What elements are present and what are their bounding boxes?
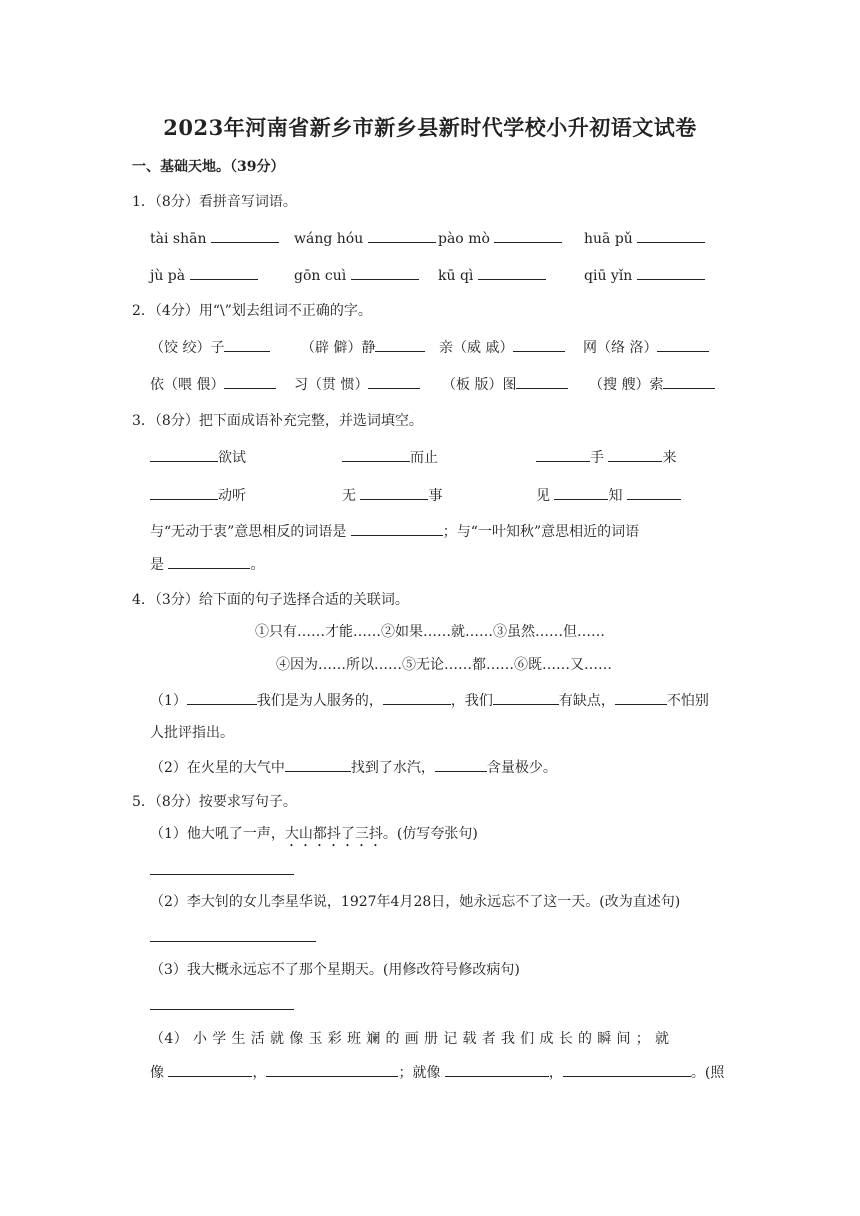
answer-blank[interactable] (351, 521, 443, 536)
answer-line[interactable] (150, 941, 316, 942)
word-choice-item: （辟 僻）静 (301, 337, 425, 358)
answer-blank[interactable] (168, 554, 250, 569)
answer-blank[interactable] (493, 690, 559, 705)
pinyin-item: jù pà (150, 265, 258, 286)
answer-blank[interactable] (224, 337, 270, 352)
answer-blank[interactable] (351, 265, 419, 280)
idiom-item: 欲试 (150, 447, 246, 468)
answer-blank[interactable] (563, 1062, 691, 1077)
answer-blank[interactable] (190, 265, 258, 280)
answer-blank[interactable] (478, 265, 546, 280)
answer-blank[interactable] (360, 485, 428, 500)
answer-blank[interactable] (608, 447, 662, 462)
answer-blank[interactable] (168, 1062, 252, 1077)
idiom-item: 见 知 (536, 485, 681, 506)
word-choice-item: 习（贯 惯） (294, 374, 420, 395)
conjunction-options: ①只有……才能……②如果……就……③虽然……但…… (255, 624, 605, 640)
question-1-stem: 1．（8分）看拼音写词语。 (132, 194, 297, 210)
pinyin-item: pào mò (438, 228, 562, 249)
pinyin-item: kū qì (438, 265, 546, 286)
answer-blank[interactable] (513, 337, 565, 352)
rewrite-prompt: （2）李大钊的女儿李星华说，1927年4月28日，她永远忘不了这一天。(改为直述句) (150, 894, 681, 910)
word-choice-item: 依（喂 偎） (150, 374, 276, 395)
answer-blank[interactable] (494, 228, 562, 243)
answer-blank[interactable] (285, 757, 351, 772)
answer-blank[interactable] (536, 447, 590, 462)
answer-line[interactable] (150, 874, 294, 875)
rewrite-prompt: （1）他大吼了一声，大山都抖了三抖。(仿写夸张句) (150, 826, 478, 842)
question-5-stem: 5．（8分）按要求写句子。 (132, 794, 297, 810)
fill-sentence: 与“无动于衷”意思相反的词语是 ；与“一叶知秋”意思相近的词语 (150, 521, 639, 542)
answer-blank[interactable] (211, 228, 279, 243)
answer-blank[interactable] (554, 485, 608, 500)
answer-blank[interactable] (663, 374, 715, 389)
answer-blank[interactable] (657, 337, 709, 352)
conjunction-sentence-cont: 人批评指出。 (150, 725, 234, 741)
rewrite-prompt: （4） 小 学 生 活 就 像 玉 彩 班 斓 的 画 册 记 载 者 我 们 成 长 的 瞬 间 ； 就 (150, 1031, 670, 1047)
rewrite-prompt: （3）我大概永远忘不了那个星期天。(用修改符号修改病句) (150, 962, 520, 978)
answer-blank[interactable] (375, 337, 425, 352)
question-4-stem: 4．（3分）给下面的句子选择合适的关联词。 (132, 592, 409, 608)
conjunction-options: ④因为……所以……⑤无论……都……⑥既……又…… (276, 657, 612, 673)
rewrite-prompt-cont: 像 ， ；就像 ， 。(照 (150, 1062, 724, 1083)
word-choice-item: （搜 艘）索 (589, 374, 715, 395)
pinyin-item: gōn cuì (294, 265, 419, 286)
conjunction-sentence: （1） 我们是为人服务的， ，我们 有缺点， 不怕别 (150, 690, 709, 711)
answer-blank[interactable] (368, 374, 420, 389)
answer-blank[interactable] (187, 690, 257, 705)
answer-blank[interactable] (615, 690, 667, 705)
answer-blank[interactable] (445, 1062, 549, 1077)
word-choice-item: （板 版）图 (442, 374, 568, 395)
pinyin-item: qiū yǐn (584, 265, 705, 286)
idiom-item: 动听 (150, 485, 246, 506)
pinyin-item: tài shān (150, 228, 279, 249)
pinyin-item: huā pǔ (584, 228, 705, 249)
answer-blank[interactable] (342, 447, 410, 462)
answer-blank[interactable] (383, 690, 451, 705)
idiom-item: 无 事 (342, 485, 442, 506)
exam-title: 2023年河南省新乡市新乡县新时代学校小升初语文试卷 (163, 115, 697, 140)
answer-blank[interactable] (150, 485, 218, 500)
answer-blank[interactable] (368, 228, 436, 243)
answer-blank[interactable] (516, 374, 568, 389)
idiom-item: 而止 (342, 447, 438, 468)
question-2-stem: 2．（4分）用“\”划去组词不正确的字。 (132, 303, 372, 319)
question-3-stem: 3．（8分）把下面成语补充完整，并选词填空。 (132, 413, 423, 429)
word-choice-item: （饺 绞）子 (150, 337, 270, 358)
answer-blank[interactable] (627, 485, 681, 500)
conjunction-sentence: （2）在火星的大气中 找到了水汽， 含量极少。 (150, 757, 557, 778)
idiom-item: 手 来 (536, 447, 676, 468)
answer-blank[interactable] (435, 757, 487, 772)
word-choice-item: 网（络 洛） (583, 337, 709, 358)
answer-line[interactable] (150, 1009, 294, 1010)
word-choice-item: 亲（威 戚） (439, 337, 565, 358)
answer-blank[interactable] (637, 228, 705, 243)
fill-sentence: 是 。 (150, 554, 264, 575)
section-heading: 一、基础天地。（39分） (132, 159, 285, 175)
answer-blank[interactable] (637, 265, 705, 280)
emphasized-phrase: 大山都抖了三抖 (284, 826, 383, 842)
pinyin-item: wáng hóu (294, 228, 436, 249)
answer-blank[interactable] (266, 1062, 398, 1077)
answer-blank[interactable] (224, 374, 276, 389)
answer-blank[interactable] (150, 447, 218, 462)
